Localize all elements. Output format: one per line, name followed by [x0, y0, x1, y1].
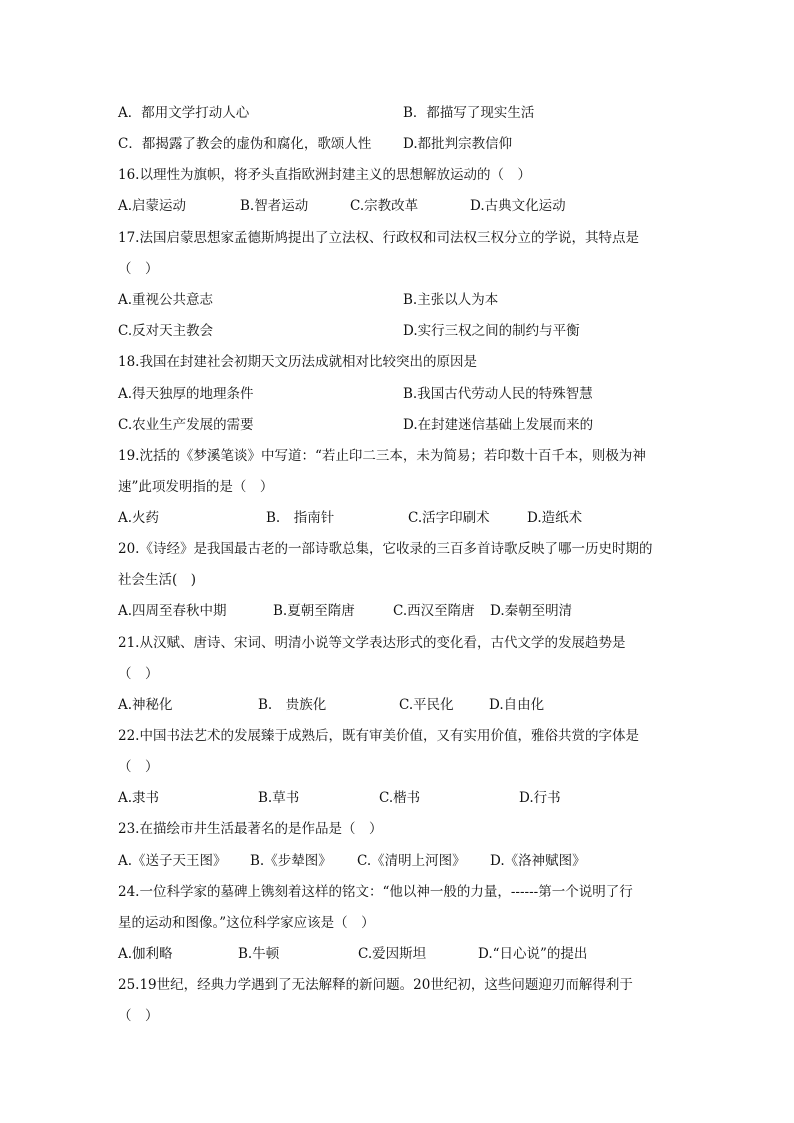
q22-stem: 22.中国书法艺术的发展臻于成熟后，既有审美价值，又有实用价值，雅俗共赏的字体是 [118, 728, 639, 744]
q18-option-b: B.我国古代劳动人民的特殊智慧 [403, 386, 593, 402]
q20-stem: 20.《诗经》是我国最古老的一部诗歌总集，它收录的三百多首诗歌反映了哪一历史时期的 [118, 541, 653, 557]
q16-option-a: A.启蒙运动 [118, 198, 187, 214]
q19-stem: 19.沈括的《梦溪笔谈》中写道：“若止印二三本，未为简易；若印数十百千本，则极为神 [118, 448, 646, 464]
q24-stem: 24.一位科学家的墓碑上镌刻着这样的铭文：“他以神一般的力量，------第一个说明了行 [118, 884, 633, 900]
q19-stem-continued: 速”此项发明指的是（ ） [118, 479, 274, 495]
q23-option-b: B.《步辇图》 [250, 853, 332, 869]
q25-stem: 25.19世纪，经典力学遇到了无法解释的新问题。20世纪初，这些问题迎刃而解得利于 [118, 977, 633, 993]
q22-option-b: B.草书 [258, 790, 300, 806]
q20-option-a: A.四周至春秋中期 [118, 603, 227, 619]
q23-option-d: D.《洛神赋图》 [490, 853, 586, 869]
q21-stem: 21.从汉赋、唐诗、宋词、明清小说等文学表达形式的变化看，古代文学的发展趋势是 [118, 635, 626, 651]
q20-option-d: D.秦朝至明清 [490, 603, 573, 619]
q17-stem: 17.法国启蒙思想家孟德斯鸠提出了立法权、行政权和司法权三权分立的学说，其特点是 [118, 230, 639, 246]
q22-option-d: D.行书 [519, 790, 561, 806]
q18-stem: 18.我国在封建社会初期天文历法成就相对比较突出的原因是 [118, 354, 477, 370]
q17-option-a: A.重视公共意志 [118, 292, 214, 308]
q17-stem-continued: （ ） [118, 261, 159, 277]
q22-option-a: A.隶书 [118, 790, 160, 806]
q18-option-c: C.农业生产发展的需要 [118, 417, 254, 433]
q19-option-d: D.造纸术 [527, 510, 583, 526]
q18-option-a: A.得天独厚的地理条件 [118, 386, 254, 402]
q15-option-a: A．都用文学打动人心 [118, 105, 250, 121]
q24-option-d: D.“日心说”的提出 [478, 946, 588, 962]
q22-option-c: C.楷书 [379, 790, 421, 806]
q23-option-a: A.《送子天王图》 [118, 853, 227, 869]
q21-option-d: D.自由化 [489, 697, 545, 713]
q15-option-d: D.都批判宗教信仰 [403, 136, 513, 152]
q19-option-c: C.活字印刷术 [408, 510, 490, 526]
q16-stem: 16.以理性为旗帜，将矛头直指欧洲封建主义的思想解放运动的（ ） [118, 167, 531, 183]
q24-option-a: A.伽利略 [118, 946, 173, 962]
q24-option-b: B.牛顿 [238, 946, 280, 962]
q19-option-a: A.火药 [118, 510, 160, 526]
q21-option-a: A.神秘化 [118, 697, 173, 713]
q17-option-c: C.反对天主教会 [118, 323, 214, 339]
q23-option-c: C.《清明上河图》 [357, 853, 466, 869]
q25-stem-continued: （ ） [118, 1008, 159, 1024]
q24-option-c: C.爱因斯坦 [358, 946, 427, 962]
q22-stem-continued: （ ） [118, 759, 159, 775]
q15-option-b: B．都描写了现实生活 [403, 105, 535, 121]
q20-stem-continued: 社会生活( ) [118, 572, 197, 588]
q23-stem: 23.在描绘市井生活最著名的是作品是（ ） [118, 821, 383, 837]
q16-option-b: B.智者运动 [240, 198, 309, 214]
q21-stem-continued: （ ） [118, 666, 159, 682]
q18-option-d: D.在封建迷信基础上发展而来的 [403, 417, 594, 433]
q19-option-b: B. 指南针 [266, 510, 335, 526]
q16-option-d: D.古典文化运动 [470, 198, 566, 214]
q24-stem-continued: 星的运动和图像。”这位科学家应该是（ ） [118, 915, 375, 931]
q17-option-d: D.实行三权之间的制约与平衡 [403, 323, 580, 339]
q17-option-b: B.主张以人为本 [403, 292, 499, 308]
q21-option-b: B. 贵族化 [258, 697, 327, 713]
q20-option-b: B.夏朝至隋唐 [273, 603, 355, 619]
q21-option-c: C.平民化 [399, 697, 454, 713]
q16-option-c: C.宗教改革 [350, 198, 419, 214]
q20-option-c: C.西汉至隋唐 [393, 603, 475, 619]
q15-option-c: C．都揭露了教会的虚伪和腐化，歌颂人性 [118, 136, 372, 152]
